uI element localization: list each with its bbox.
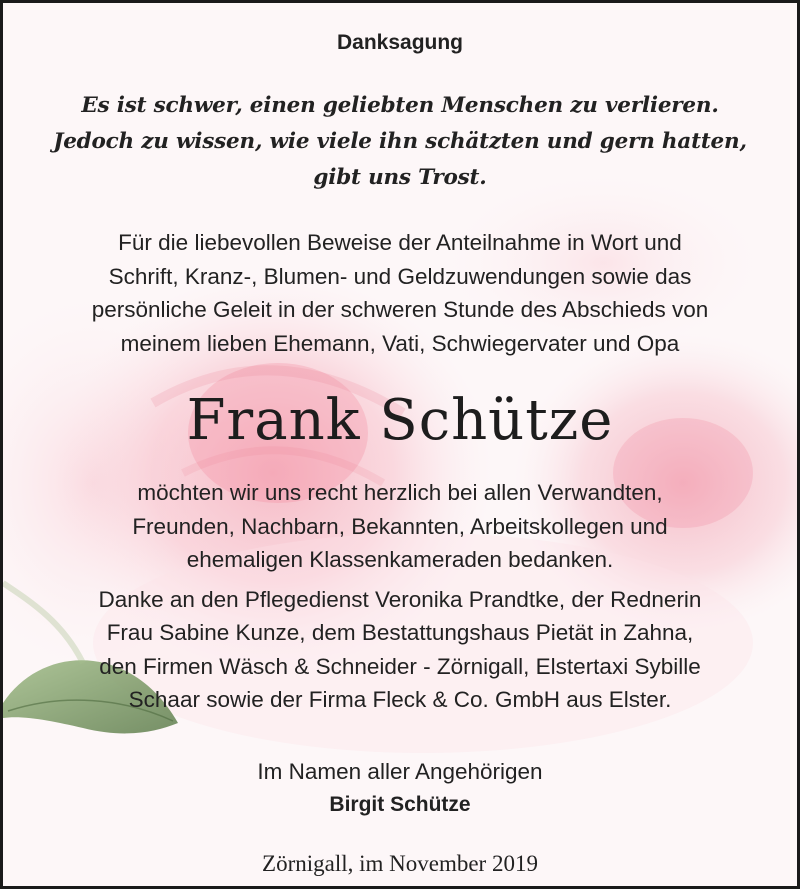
paragraph-line: den Firmen Wäsch & Schneider - Zörnigall, Elstertaxi Sybille bbox=[99, 653, 701, 679]
paragraph-line: Für die liebevollen Beweise der Anteilnahme in Wort und bbox=[118, 230, 682, 255]
quote-line: gibt uns Trost. bbox=[313, 165, 487, 190]
paragraph-line: meinem lieben Ehemann, Vati, Schwiegervater und Opa bbox=[120, 330, 680, 356]
paragraph-line: möchten wir uns recht herzlich bei allen Verwandten, bbox=[137, 480, 663, 505]
quote-line: Es ist schwer, einen geliebten Menschen zu verlieren. bbox=[81, 93, 719, 118]
paragraph-line: Freunden, Nachbarn, Bekannten, Arbeitskollegen und bbox=[132, 513, 668, 539]
paragraph-line: Schaar sowie der Firma Fleck & Co. GmbH aus Elster. bbox=[128, 687, 672, 712]
deceased-name: Frank Schütze bbox=[186, 388, 614, 453]
thanks-paragraph-3 bbox=[3, 583, 797, 717]
paragraph-line: ehemaligen Klassenkameraden bedanken. bbox=[186, 547, 614, 572]
thanks-paragraph-2 bbox=[3, 476, 797, 577]
paragraph-line: persönliche Geleit in der schweren Stunde des Abschieds von bbox=[91, 297, 709, 322]
paragraph-line: Danke an den Pflegedienst Veronika Prandtke, der Rednerin bbox=[98, 586, 702, 612]
notice-heading: Danksagung bbox=[336, 31, 464, 54]
quote-block bbox=[3, 88, 797, 196]
paragraph-line: Schrift, Kranz-, Blumen- und Geldzuwendungen sowie das bbox=[108, 263, 692, 289]
paragraph-line: Frau Sabine Kunze, dem Bestattungshaus Pietät in Zahna, bbox=[106, 620, 694, 645]
signature-intro: Im Namen aller Angehörigen bbox=[257, 758, 543, 784]
notice-content bbox=[3, 3, 797, 881]
signer-name: Birgit Schütze bbox=[329, 793, 471, 816]
quote-line: Jedoch zu wissen, wie viele ihn schätzten und gern hatten, bbox=[53, 129, 747, 154]
thanks-paragraph-1 bbox=[3, 226, 797, 360]
place-date: Zörnigall, im November 2019 bbox=[262, 851, 538, 876]
